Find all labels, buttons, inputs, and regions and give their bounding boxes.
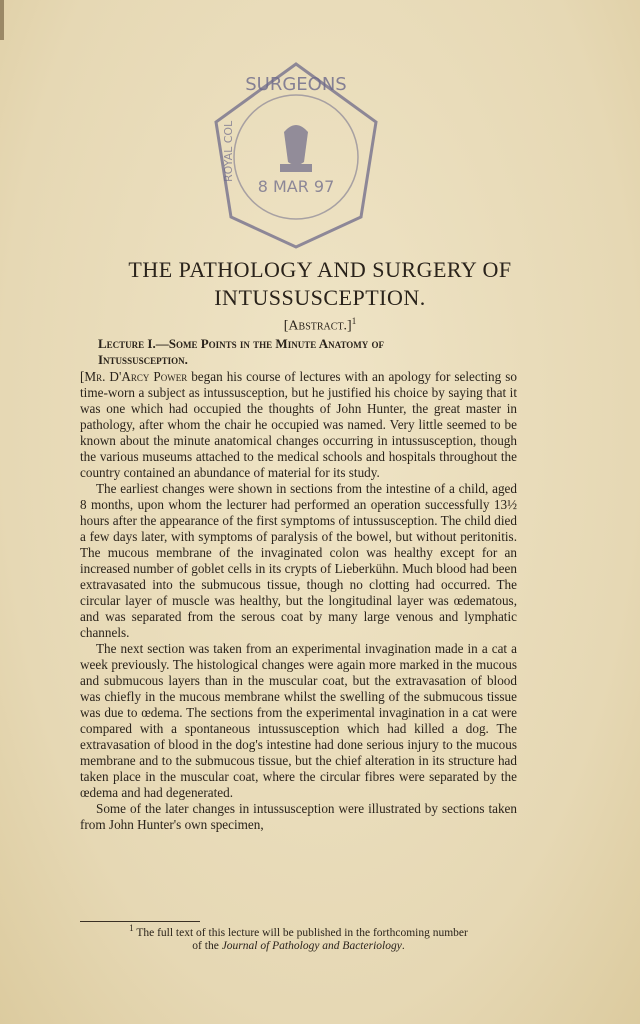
paragraph-1-lead: [Mr. D'Arcy Power bbox=[80, 369, 188, 384]
stamp-date-text: 8 MAR 97 bbox=[257, 177, 335, 196]
lecture-heading bbox=[98, 336, 522, 368]
paragraph-4 bbox=[80, 801, 517, 833]
paragraph-2-text: The earliest changes were shown in sections from the intestine of a child, aged 8 months, upon whom the lecturer had performed an operation successfully 13½ hours after the appearance of the first symptoms of intussusception. The child died a few days later, with symptoms of paralysis of the bowel, but without peritonitis. The mucous membrane of the invaginated colon was healthy except for an increased number of goblet cells in its crypts of Lieberkühn. Much blood had been extravasated into the submucous tissue, though no clotting had occurred. The circular layer of muscle was healthy, but the longitudinal layer was œdematous, and was separated from the serous coat by many large venous and lymphatic channels. bbox=[80, 481, 517, 640]
footnote-line2-suffix: . bbox=[401, 939, 405, 952]
abstract-footnote-mark: 1 bbox=[351, 316, 357, 326]
footnote-line1 bbox=[80, 922, 517, 940]
library-seal-stamp bbox=[196, 52, 396, 252]
article-title-line2: INTUSSUSCEPTION. bbox=[214, 285, 426, 310]
article-body bbox=[80, 369, 517, 833]
footnote-line1-text: The full text of this lecture will be published in the forthcoming number bbox=[136, 926, 468, 939]
lecture-heading-line2: Intussusception. bbox=[98, 352, 188, 367]
footnote bbox=[80, 922, 517, 953]
abstract-label-text: [Abstract.] bbox=[283, 318, 352, 334]
paragraph-4-text: Some of the later changes in intussusception were illustrated by sections taken from John Hunter's own specimen, bbox=[80, 801, 517, 832]
stamp-top-text: SURGEONS bbox=[245, 74, 347, 95]
footnote-line2 bbox=[80, 940, 517, 953]
footnote-journal: Journal of Pathology and Bacteriology bbox=[221, 939, 402, 952]
lecture-heading-line1: Lecture I.—Some Points in the Minute Anatomy of bbox=[98, 336, 385, 351]
paragraph-1 bbox=[80, 369, 517, 481]
footnote-line2-prefix: of the bbox=[192, 939, 222, 952]
stamp-left-text: ROYAL COL bbox=[222, 120, 235, 182]
paragraph-1-text: began his course of lectures with an apology for selecting so time-worn a subject as intussusception, but he justified his choice by saying that it was one which had occupied the thoughts of John Hunter, the great master in pathology, after whom the chair he occupied was named. Very little seemed to be known about the minute anatomical changes occurring in intussusception, though the various museums attached to the medical schools and hospitals throughout the country contained an abundance of material for its study. bbox=[80, 369, 517, 480]
page-edge-mark bbox=[0, 0, 4, 40]
paragraph-3 bbox=[80, 641, 517, 801]
paragraph-3-text: The next section was taken from an experimental invagination made in a cat a week previously. The histological changes were again more marked in the mucous and submucous layers than in the muscular coat, but the extravasation of blood was chiefly in the mucous membrane whilst the swelling of the submucous tissue was due to œdema. The sections from the experimental invagination in a cat were compared with a spontaneous intussusception which had killed a dog. The extravasation of blood in the dog's intestine had done serious injury to the mucous membrane and to the submucous tissue, but the chief alteration in its structure had taken place in the muscular coat, where the circular fibres were separated by the œdema and had degenerated. bbox=[80, 641, 517, 800]
paragraph-2 bbox=[80, 481, 517, 641]
footnote-mark: 1 bbox=[129, 923, 134, 933]
article-title-line1: THE PATHOLOGY AND SURGERY OF bbox=[128, 257, 512, 282]
abstract-label bbox=[0, 316, 640, 335]
